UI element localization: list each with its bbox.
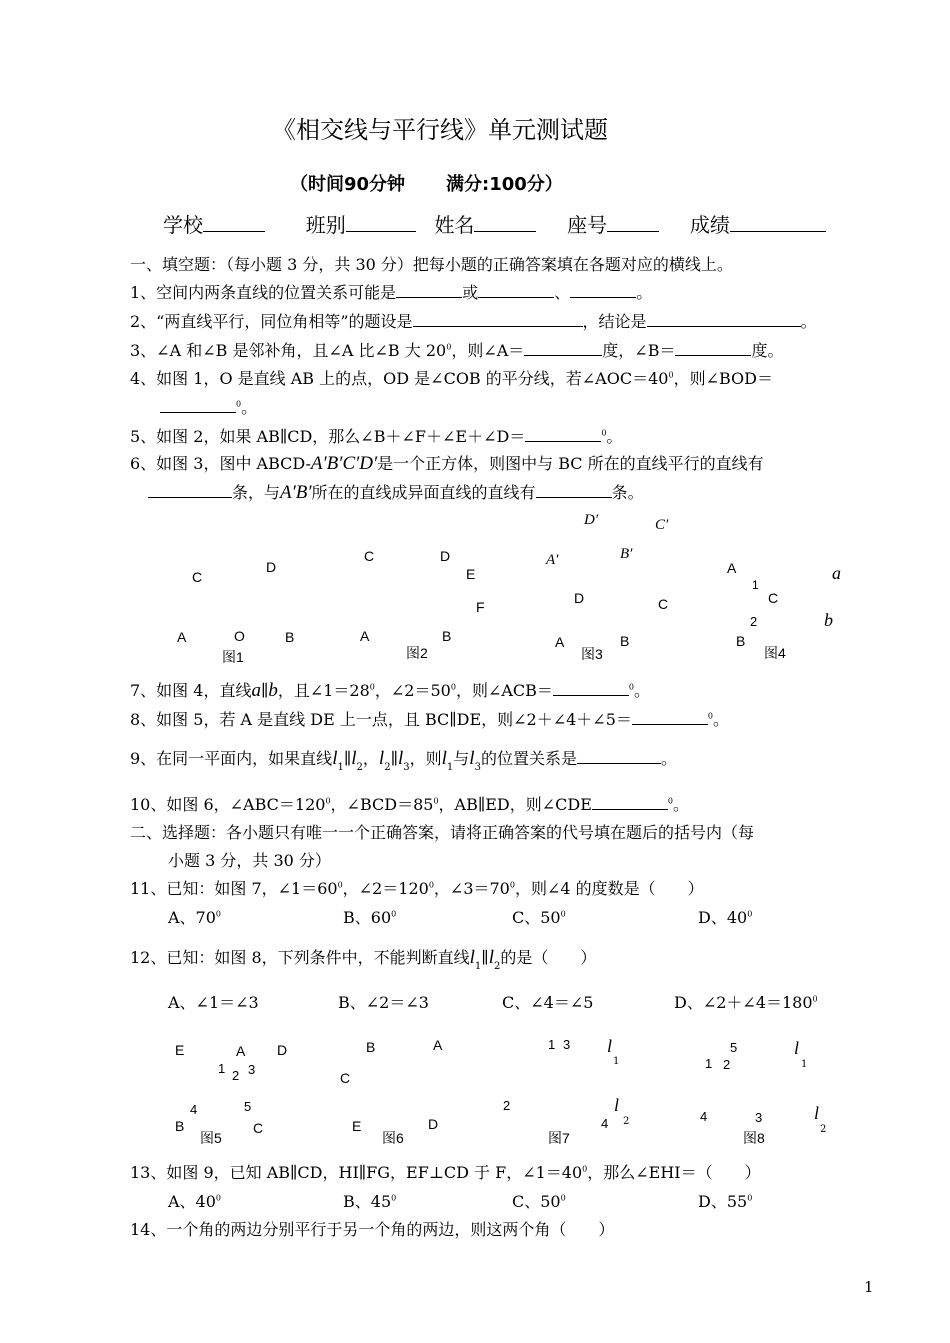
question-7 [130, 678, 650, 702]
q6-edge-label: A′B′ [280, 482, 312, 503]
fig4-line-b: b [824, 610, 833, 630]
fig2-point-f: F [476, 599, 485, 615]
fig6-point-e: E [352, 1118, 362, 1134]
degree-mark: 0 [560, 1193, 566, 1203]
question-10 [130, 792, 689, 815]
parallel-symbol: ∥ [260, 681, 269, 700]
q3-text-b: 度，∠B＝ [602, 341, 676, 360]
q7-line-a: a [251, 680, 261, 701]
degree-mark: 0 [628, 682, 634, 692]
option-text: D、∠2＋∠4＝180 [674, 993, 813, 1012]
q4-blank[interactable] [160, 398, 236, 413]
q3-blank-2[interactable] [675, 341, 751, 356]
fig4-caption: 图4 [764, 645, 786, 661]
fig6-point-d: D [428, 1116, 439, 1132]
student-info-row [163, 209, 826, 238]
q4-text: 4、如图 1，O 是直线 AB 上的点，OD 是∠COB 的平分线，若∠AOC＝40 [130, 369, 669, 388]
fig3-point-b-prime: B′ [620, 546, 633, 562]
subscript: 1 [801, 1059, 808, 1070]
fig4-point-c: C [768, 590, 779, 606]
q1-blank-2[interactable] [478, 283, 554, 298]
degree-mark: 0 [433, 796, 439, 806]
q6-text-b: 是一个正方体，则图中与 BC 所在的直线平行的直线有 [377, 454, 764, 473]
q6-text-c: 条，与 [232, 483, 281, 502]
q6-blank-1[interactable] [148, 483, 232, 498]
q5-text-end: 。 [606, 427, 623, 446]
q12-line-l: l [469, 947, 475, 968]
question-6-cont [148, 480, 644, 504]
q10-blank[interactable] [592, 795, 668, 810]
fig8-angle-2: 2 [723, 1057, 731, 1072]
question-13 [130, 1160, 761, 1183]
q3-text-a: ，则∠A＝ [451, 341, 525, 360]
q6-cube-label: A′B′C′D′ [310, 453, 378, 474]
q8-text: 8、如图 5，若 A 是直线 DE 上一点，且 BC∥DE，则∠2＋∠4＋∠5＝ [130, 710, 632, 729]
option-text: B、45 [343, 1192, 392, 1211]
q5-text: 5、如图 2，如果 AB∥CD，那么∠B＋∠F＋∠E＋∠D＝ [130, 427, 526, 446]
q13-option-b[interactable] [343, 1189, 396, 1212]
q7-text-b: ，且∠1＝28 [277, 681, 370, 700]
q11-option-d[interactable] [698, 905, 752, 928]
fig8-angle-3: 3 [755, 1110, 763, 1125]
degree-mark: 0 [215, 909, 222, 919]
q12-text-b: 的是（ ） [500, 948, 597, 967]
q12-option-c[interactable]: C、∠4＝∠5 [502, 993, 594, 1012]
fig5-angle-4: 4 [190, 1102, 198, 1117]
grade-label: 成绩 [689, 213, 730, 237]
fig5-point-c: C [253, 1120, 264, 1136]
subscript: 2 [384, 762, 391, 773]
fig1-point-b: B [285, 629, 295, 645]
exam-score: 满分:100分） [446, 174, 563, 195]
q9-line-l: l [397, 748, 404, 769]
subscript: 1 [446, 762, 454, 773]
fig7-angle-2: 2 [503, 1098, 511, 1113]
q3-text-end: 度。 [751, 341, 784, 360]
q2-text-end: 。 [800, 312, 817, 331]
q1-text-or: 或 [462, 283, 479, 302]
degree-mark: 0 [747, 909, 753, 919]
fig3-point-b: B [620, 633, 630, 649]
option-text: B、60 [343, 908, 392, 927]
fig3-point-c: C [658, 596, 669, 612]
fig5-point-d: D [277, 1042, 288, 1058]
option-text: C、50 [512, 1192, 561, 1211]
fig7-angle-3: 3 [563, 1037, 571, 1052]
q4-text-end: 。 [241, 398, 258, 417]
page-title: 《相交线与平行线》单元测试题 [272, 116, 608, 144]
fig2-point-e: E [466, 566, 476, 582]
parallel-symbol: ∥ [390, 749, 398, 768]
fig7-line-l2: l [614, 1095, 620, 1115]
q9-blank[interactable] [577, 749, 661, 764]
fig4-angle-2: 2 [750, 614, 758, 629]
q11-text: 11、已知：如图 7，∠1＝60 [130, 879, 338, 898]
q3-blank-1[interactable] [524, 341, 602, 356]
fig2-point-b: B [442, 628, 452, 644]
seat-field[interactable] [607, 217, 659, 232]
question-4-cont [160, 395, 257, 418]
fig8-angle-1: 1 [705, 1056, 713, 1071]
fig5-point-a: A [236, 1043, 246, 1059]
q12-line-l: l [488, 947, 494, 968]
subscript: 1 [613, 1056, 620, 1067]
fig1-point-d: D [266, 559, 277, 575]
class-field[interactable] [346, 217, 416, 232]
q6-blank-2[interactable] [536, 483, 612, 498]
q2-text-conclusion: ，结论是 [582, 312, 647, 331]
degree-mark: 0 [428, 880, 434, 890]
degree-mark: 0 [667, 796, 673, 806]
degree-mark: 0 [707, 711, 713, 721]
subscript: 1 [337, 762, 344, 773]
degree-mark: 0 [446, 342, 452, 352]
subscript: 3 [403, 762, 410, 773]
q6-text-end: 条。 [611, 483, 644, 502]
option-text: A、40 [168, 1192, 216, 1211]
grade-field[interactable] [730, 217, 826, 232]
q11-text-c: ，∠3＝70 [433, 879, 510, 898]
q7-text-c: ，∠2＝50 [374, 681, 451, 700]
fig6-point-a: A [433, 1037, 443, 1053]
fig4-point-a: A [727, 560, 737, 576]
parallel-symbol: ∥ [481, 948, 489, 967]
q13-option-c[interactable] [512, 1189, 566, 1212]
q13-text-b: ，那么∠EHI＝（ ） [587, 1163, 761, 1182]
option-text: C、50 [512, 908, 561, 927]
degree-mark: 0 [582, 1164, 588, 1174]
degree-mark: 0 [668, 370, 674, 380]
q9-line-l: l [332, 748, 338, 769]
q1-text-end: 。 [636, 283, 653, 302]
q11-option-c[interactable] [512, 905, 566, 928]
subscript: 1 [474, 961, 482, 972]
fig5-point-b: B [175, 1118, 185, 1134]
fig5-angle-5: 5 [244, 1099, 252, 1114]
degree-mark: 0 [391, 909, 397, 919]
question-5 [130, 424, 622, 447]
subscript: 2 [820, 1124, 827, 1135]
degree-mark: 0 [812, 994, 818, 1004]
q12-text: 12、已知：如图 8，下列条件中，不能判断直线 [130, 948, 470, 967]
name-field[interactable] [474, 217, 536, 232]
q2-blank-1[interactable] [413, 312, 583, 327]
degree-mark: 0 [560, 909, 566, 919]
q9-text-d: 的位置关系是 [480, 749, 577, 768]
q8-text-end: 。 [713, 710, 730, 729]
fig8-line-l2: l [814, 1103, 820, 1123]
q10-text: 10、如图 6，∠ABC＝120 [130, 795, 326, 814]
fig3-point-a: A [555, 634, 565, 650]
degree-mark: 0 [215, 1193, 222, 1203]
degree-mark: 0 [601, 428, 607, 438]
subscript: 3 [474, 762, 481, 773]
q1-text: 1、空间内两条直线的位置关系可能是 [130, 283, 397, 302]
q9-line-l: l [378, 748, 385, 769]
degree-mark: 0 [450, 682, 456, 692]
fig6-caption: 图6 [382, 1130, 404, 1146]
school-field[interactable] [203, 217, 265, 232]
q13-option-d[interactable] [698, 1189, 752, 1212]
fig2-point-d: D [440, 548, 451, 564]
q9-text: 9、在同一平面内，如果直线 [130, 749, 333, 768]
q6-text: 6、如图 3，图中 ABCD- [130, 454, 311, 473]
class-label: 班别 [305, 213, 346, 237]
degree-mark: 0 [747, 1193, 753, 1203]
fig8-angle-5: 5 [730, 1040, 738, 1055]
fig5-point-e: E [175, 1042, 185, 1058]
q8-blank[interactable] [632, 710, 708, 725]
q1-blank-3[interactable] [570, 283, 636, 298]
q11-option-a[interactable] [168, 905, 221, 928]
degree-mark: 0 [391, 1193, 397, 1203]
fig2-point-c: C [364, 548, 375, 564]
degree-mark: 0 [325, 796, 331, 806]
question-8 [130, 707, 729, 730]
fig7-angle-1: 1 [548, 1037, 556, 1052]
question-6 [130, 451, 764, 475]
fig3-point-d-prime: D′ [584, 512, 599, 528]
comma: ， [362, 749, 379, 768]
question-4 [130, 366, 773, 389]
fig1-point-c: C [192, 569, 203, 585]
fig6-point-c: C [340, 1070, 351, 1086]
q6-text-d: 所在的直线成异面直线的直线有 [311, 483, 536, 502]
fig4-point-b: B [736, 633, 746, 649]
fig5-angle-3: 3 [248, 1062, 256, 1077]
fig6-point-b: B [366, 1039, 376, 1055]
q12-option-b[interactable]: B、∠2＝∠3 [338, 993, 429, 1012]
q9-line-l: l [351, 748, 357, 769]
q9-text-end: 。 [660, 749, 677, 768]
fig3-point-d: D [574, 590, 585, 606]
school-label: 学校 [163, 213, 203, 237]
fig7-caption: 图7 [548, 1130, 570, 1146]
question-3 [130, 338, 783, 361]
q9-line-l: l [441, 748, 447, 769]
q3-text: 3、∠A 和∠B 是邻补角，且∠A 比∠B 大 20 [130, 341, 447, 360]
fig2-point-a: A [360, 628, 370, 644]
subscript: 2 [356, 762, 363, 773]
section-2-heading-cont: 小题 3 分，共 30 分） [168, 851, 331, 870]
q11-text-b: ，∠2＝120 [342, 879, 429, 898]
name-label: 姓名 [434, 213, 475, 237]
q7-text-end: 。 [634, 681, 651, 700]
q7-line-b: b [268, 680, 278, 701]
q1-text-sep: 、 [554, 283, 571, 302]
fig7-line-l1: l [607, 1036, 613, 1056]
q10-text-c: ，AB∥ED，则∠CDE [438, 795, 592, 814]
fig7-angle-4: 4 [601, 1116, 609, 1131]
q9-text-b: ，则 [409, 749, 442, 768]
fig3-point-c-prime: C′ [655, 517, 669, 533]
fig3-caption: 图3 [581, 646, 603, 662]
q2-blank-2[interactable] [647, 312, 801, 327]
fig2-caption: 图2 [406, 645, 428, 661]
question-9 [130, 746, 677, 773]
fig3-point-a-prime: A′ [546, 552, 559, 568]
degree-mark: 0 [369, 682, 375, 692]
q7-text: 7、如图 4，直线 [130, 681, 252, 700]
fig8-caption: 图8 [743, 1130, 765, 1146]
fig4-line-a: a [832, 563, 841, 583]
q4-text-b: ，则∠BOD＝ [673, 369, 773, 388]
fig5-angle-2: 2 [232, 1068, 240, 1083]
q5-blank[interactable] [525, 427, 601, 442]
subscript: 2 [623, 1116, 630, 1127]
question-11 [130, 876, 704, 899]
question-2 [130, 309, 817, 332]
option-text: D、40 [698, 908, 748, 927]
q7-text-d: ，则∠ACB＝ [455, 681, 553, 700]
fig4-angle-1: 1 [752, 578, 759, 592]
section-2-heading: 二、选择题：各小题只有唯一一个正确答案，请将正确答案的代号填在题后的括号内（每 [130, 823, 755, 842]
exam-time: （时间90分钟 [290, 174, 406, 195]
q12-option-a[interactable]: A、∠1＝∠3 [168, 993, 259, 1012]
fig5-caption: 图5 [200, 1130, 222, 1146]
fig1-point-a: A [177, 629, 187, 645]
degree-mark: 0 [236, 399, 242, 409]
q11-option-b[interactable] [343, 905, 396, 928]
fig1-point-o: O [234, 628, 245, 644]
fig8-line-l1: l [794, 1038, 800, 1058]
parallel-symbol: ∥ [343, 749, 352, 768]
q10-text-b: ，∠BCD＝85 [330, 795, 434, 814]
q7-blank[interactable] [553, 681, 629, 696]
q9-line-l: l [469, 748, 475, 769]
fig8-angle-4: 4 [700, 1109, 708, 1124]
degree-mark: 0 [509, 880, 515, 890]
page-number: 1 [864, 1278, 874, 1296]
seat-label: 座号 [567, 213, 608, 237]
q9-text-c: 与 [453, 749, 470, 768]
q10-text-end: 。 [673, 795, 690, 814]
q11-text-d: ，则∠4 的度数是（ ） [514, 879, 704, 898]
degree-mark: 0 [337, 880, 343, 890]
q2-text: 2、“两直线平行，同位角相等”的题设是 [130, 312, 413, 331]
q13-text: 13、如图 9，已知 AB∥CD，HI∥FG，EF⊥CD 于 F，∠1＝40 [130, 1163, 583, 1182]
subscript: 2 [493, 961, 501, 972]
q1-blank-1[interactable] [396, 283, 462, 298]
question-12 [130, 945, 596, 972]
section-1-heading: 一、填空题：（每小题 3 分，共 30 分）把每小题的正确答案填在各题对应的横线上。 [130, 255, 733, 274]
q13-option-a[interactable] [168, 1189, 221, 1212]
fig1-caption: 图1 [222, 649, 244, 665]
question-1 [130, 280, 652, 303]
question-14: 14、一个角的两边分别平行于另一个角的两边，则这两个角（ ） [130, 1220, 615, 1239]
fig5-angle-1: 1 [218, 1061, 226, 1076]
q12-option-d[interactable] [674, 990, 818, 1013]
option-text: D、55 [698, 1192, 748, 1211]
option-text: A、70 [168, 908, 216, 927]
